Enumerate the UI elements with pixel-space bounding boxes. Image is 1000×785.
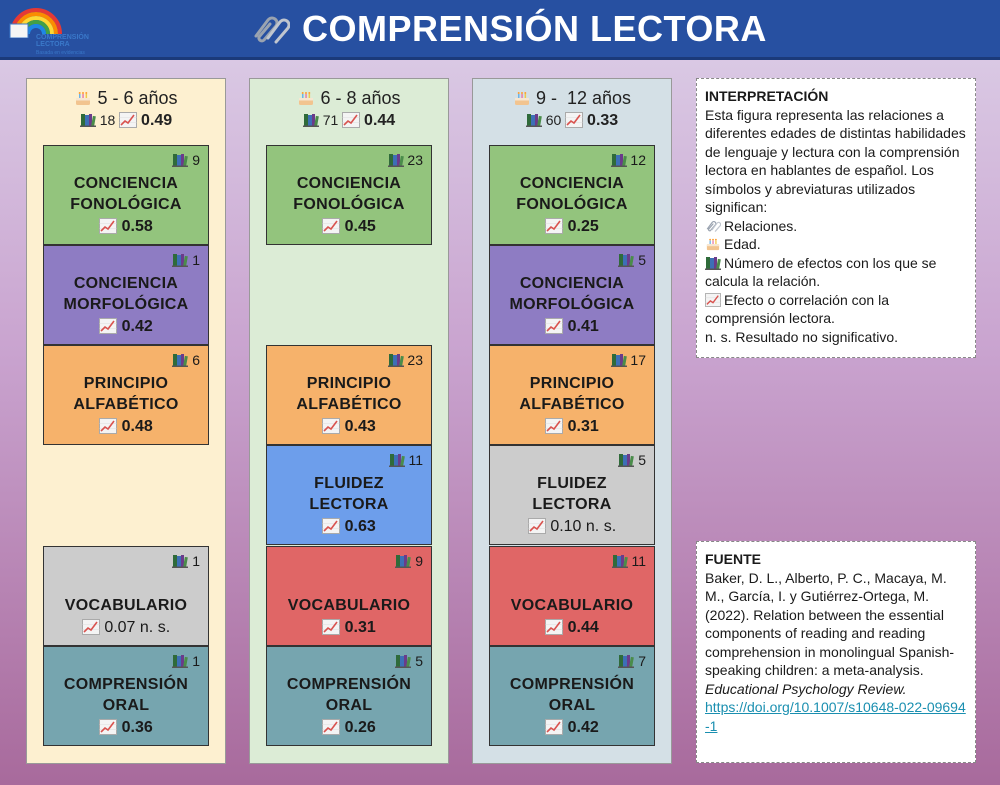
effects-count: 12 xyxy=(611,152,646,168)
box-fluidez-lectora xyxy=(489,445,655,545)
skill-label: CONCIENCIA FONOLÓGICA xyxy=(70,175,182,213)
books-icon xyxy=(80,113,96,127)
skill-label: COMPRENSIÓN ORAL xyxy=(286,676,412,714)
effects-count: 7 xyxy=(618,653,646,669)
column-header xyxy=(27,87,225,132)
source-panel xyxy=(696,541,976,763)
birthday-cake-icon xyxy=(705,237,721,251)
box-comprension-oral xyxy=(266,646,432,746)
effect-value: 0.45 xyxy=(267,217,431,237)
effect-value: 0.42 xyxy=(490,718,654,738)
chart-increasing-icon xyxy=(119,112,137,128)
box-vocabulario xyxy=(489,546,655,646)
paperclip-icon xyxy=(250,14,290,44)
legend-age: Edad. xyxy=(705,235,967,254)
effects-count: 17 xyxy=(611,352,646,368)
books-icon xyxy=(388,153,404,167)
chart-increasing-icon xyxy=(99,719,117,735)
effects-count: 1 xyxy=(172,653,200,669)
age-label: 9 - 12 años xyxy=(473,87,671,109)
effects-count: 1 xyxy=(172,252,200,268)
chart-increasing-icon xyxy=(99,418,117,434)
legend-effect: Efecto o correlación con la comprensión lectora. xyxy=(705,291,889,326)
effect-value: 0.58 xyxy=(44,217,208,237)
effects-count: 23 xyxy=(388,352,423,368)
effects-count: 6 xyxy=(172,352,200,368)
chart-increasing-icon xyxy=(545,418,563,434)
effect-value: 0.36 xyxy=(44,718,208,738)
books-icon xyxy=(395,654,411,668)
effect-value: 0.25 xyxy=(490,217,654,237)
age-label: 5 - 6 años xyxy=(27,87,225,109)
books-icon xyxy=(388,353,404,367)
books-icon xyxy=(303,113,319,127)
chart-increasing-icon xyxy=(99,318,117,334)
interpretation-heading: INTERPRETACIÓN xyxy=(705,88,829,104)
books-icon xyxy=(611,353,627,367)
effect-value: 0.42 xyxy=(44,317,208,337)
interpretation-panel xyxy=(696,78,976,358)
books-icon xyxy=(618,654,634,668)
skill-label: CONCIENCIA FONOLÓGICA xyxy=(516,175,628,213)
birthday-cake-icon xyxy=(297,90,315,106)
effects-count: 18 xyxy=(99,112,116,128)
chart-increasing-icon xyxy=(545,318,563,334)
chart-increasing-icon xyxy=(322,418,340,434)
books-icon xyxy=(389,453,405,467)
chart-increasing-icon xyxy=(705,293,721,307)
effect-value: 0.41 xyxy=(490,317,654,337)
effects-count: 9 xyxy=(395,553,423,569)
box-principio-alfabetico xyxy=(489,345,655,445)
column-6-8-years xyxy=(249,78,449,764)
effects-count: 60 xyxy=(545,112,562,128)
books-icon xyxy=(618,253,634,267)
skill-label: CONCIENCIA FONOLÓGICA xyxy=(293,175,405,213)
age-label: 6 - 8 años xyxy=(250,87,448,109)
effect-value: 0.48 xyxy=(44,417,208,437)
skill-label: FLUIDEZ LECTORA xyxy=(532,475,612,513)
books-icon xyxy=(526,113,542,127)
skill-label: CONCIENCIA MORFOLÓGICA xyxy=(509,275,635,313)
chart-increasing-icon xyxy=(322,619,340,635)
box-conciencia-morfologica xyxy=(489,245,655,345)
effects-count: 11 xyxy=(612,553,646,569)
box-conciencia-fonologica xyxy=(489,145,655,245)
books-icon xyxy=(172,554,188,568)
effects-count: 23 xyxy=(388,152,423,168)
box-conciencia-fonologica xyxy=(266,145,432,245)
page-title: COMPRENSIÓN LECTORA xyxy=(302,8,767,49)
logo-text: COMPRENSIÓN LECTORA xyxy=(36,34,89,48)
effect-value: 0.10 n. s. xyxy=(490,517,654,537)
box-comprension-oral xyxy=(489,646,655,746)
birthday-cake-icon xyxy=(74,90,92,106)
chart-increasing-icon xyxy=(545,218,563,234)
effect-value: 0.31 xyxy=(490,417,654,437)
legend-relations: Relaciones. xyxy=(705,217,967,236)
books-icon xyxy=(618,453,634,467)
logo xyxy=(6,4,102,56)
box-principio-alfabetico xyxy=(43,345,209,445)
effects-count: 1 xyxy=(172,553,200,569)
column-header xyxy=(473,87,671,132)
effects-count: 5 xyxy=(395,653,423,669)
chart-increasing-icon xyxy=(545,619,563,635)
effect-value: 0.49 xyxy=(141,112,173,129)
box-conciencia-fonologica xyxy=(43,145,209,245)
chart-increasing-icon xyxy=(322,518,340,534)
skill-label: PRINCIPIO ALFABÉTICO xyxy=(519,375,625,413)
effects-count: 5 xyxy=(618,252,646,268)
column-stats xyxy=(473,109,671,132)
logo-subtitle: Basada en evidencias xyxy=(36,50,85,56)
box-vocabulario xyxy=(43,546,209,646)
skill-label: COMPRENSIÓN ORAL xyxy=(509,676,635,714)
chart-increasing-icon xyxy=(342,112,360,128)
effects-count: 11 xyxy=(389,452,423,468)
box-vocabulario xyxy=(266,546,432,646)
chart-increasing-icon xyxy=(82,619,100,635)
skill-label: CONCIENCIA MORFOLÓGICA xyxy=(63,275,189,313)
column-9-12-years xyxy=(472,78,672,764)
interpretation-body: Esta figura representa las relaciones a diferentes edades de distintas habilidades de lenguaje y lectura con la comprensión lectora en hablantes de español. Los símbolos y abreviaturas utilizados significan: xyxy=(705,106,966,215)
books-icon xyxy=(172,353,188,367)
effects-count: 9 xyxy=(172,152,200,168)
books-icon xyxy=(705,256,721,270)
legend-ns: n. s. Resultado no significativo. xyxy=(705,328,898,345)
effect-value: 0.44 xyxy=(364,112,396,129)
skill-label: COMPRENSIÓN ORAL xyxy=(63,676,189,714)
books-icon xyxy=(611,153,627,167)
books-icon xyxy=(172,253,188,267)
chart-increasing-icon xyxy=(322,218,340,234)
chart-increasing-icon xyxy=(528,518,546,534)
skill-label: PRINCIPIO ALFABÉTICO xyxy=(73,375,179,413)
birthday-cake-icon xyxy=(513,90,531,106)
effect-value: 0.43 xyxy=(267,417,431,437)
effect-value: 0.44 xyxy=(490,618,654,638)
column-header xyxy=(250,87,448,132)
effect-value: 0.33 xyxy=(587,112,619,129)
skill-label: VOCABULARIO xyxy=(64,597,188,614)
effect-value: 0.31 xyxy=(267,618,431,638)
books-icon xyxy=(172,153,188,167)
chart-increasing-icon xyxy=(565,112,583,128)
effects-count: 5 xyxy=(618,452,646,468)
effect-value: 0.26 xyxy=(267,718,431,738)
legend-effects-count: Número de efectos con los que se calcula la relación. xyxy=(705,254,937,289)
effect-value: 0.07 n. s. xyxy=(44,618,208,638)
books-icon xyxy=(395,554,411,568)
box-fluidez-lectora xyxy=(266,445,432,545)
box-conciencia-morfologica xyxy=(43,245,209,345)
box-principio-alfabetico xyxy=(266,345,432,445)
books-icon xyxy=(172,654,188,668)
column-5-6-years xyxy=(26,78,226,764)
books-icon xyxy=(612,554,628,568)
effects-count: 71 xyxy=(322,112,339,128)
chart-increasing-icon xyxy=(99,218,117,234)
column-stats xyxy=(250,109,448,132)
source-citation: Baker, D. L., Alberto, P. C., Macaya, M. M., García, I. y Gutiérrez-Ortega, M. (2022). Relation between the essential components of reading and reading comprehension in monolingual Spanish-speaking children: a meta-analysis. Educational Psychology Review. xyxy=(705,569,955,697)
chart-increasing-icon xyxy=(545,719,563,735)
skill-label: FLUIDEZ LECTORA xyxy=(309,475,389,513)
box-comprension-oral xyxy=(43,646,209,746)
header-bar xyxy=(0,0,1000,60)
column-stats xyxy=(27,109,225,132)
skill-label: VOCABULARIO xyxy=(510,597,634,614)
skill-label: VOCABULARIO xyxy=(287,597,411,614)
chart-increasing-icon xyxy=(322,719,340,735)
source-heading: FUENTE xyxy=(705,551,761,567)
paperclip-icon xyxy=(705,219,721,233)
doi-link[interactable]: https://doi.org/10.1007/s10648-022-09694-1 xyxy=(705,699,966,734)
effect-value: 0.63 xyxy=(267,517,431,537)
rainbow-logo-icon xyxy=(6,4,66,38)
skill-label: PRINCIPIO ALFABÉTICO xyxy=(296,375,402,413)
